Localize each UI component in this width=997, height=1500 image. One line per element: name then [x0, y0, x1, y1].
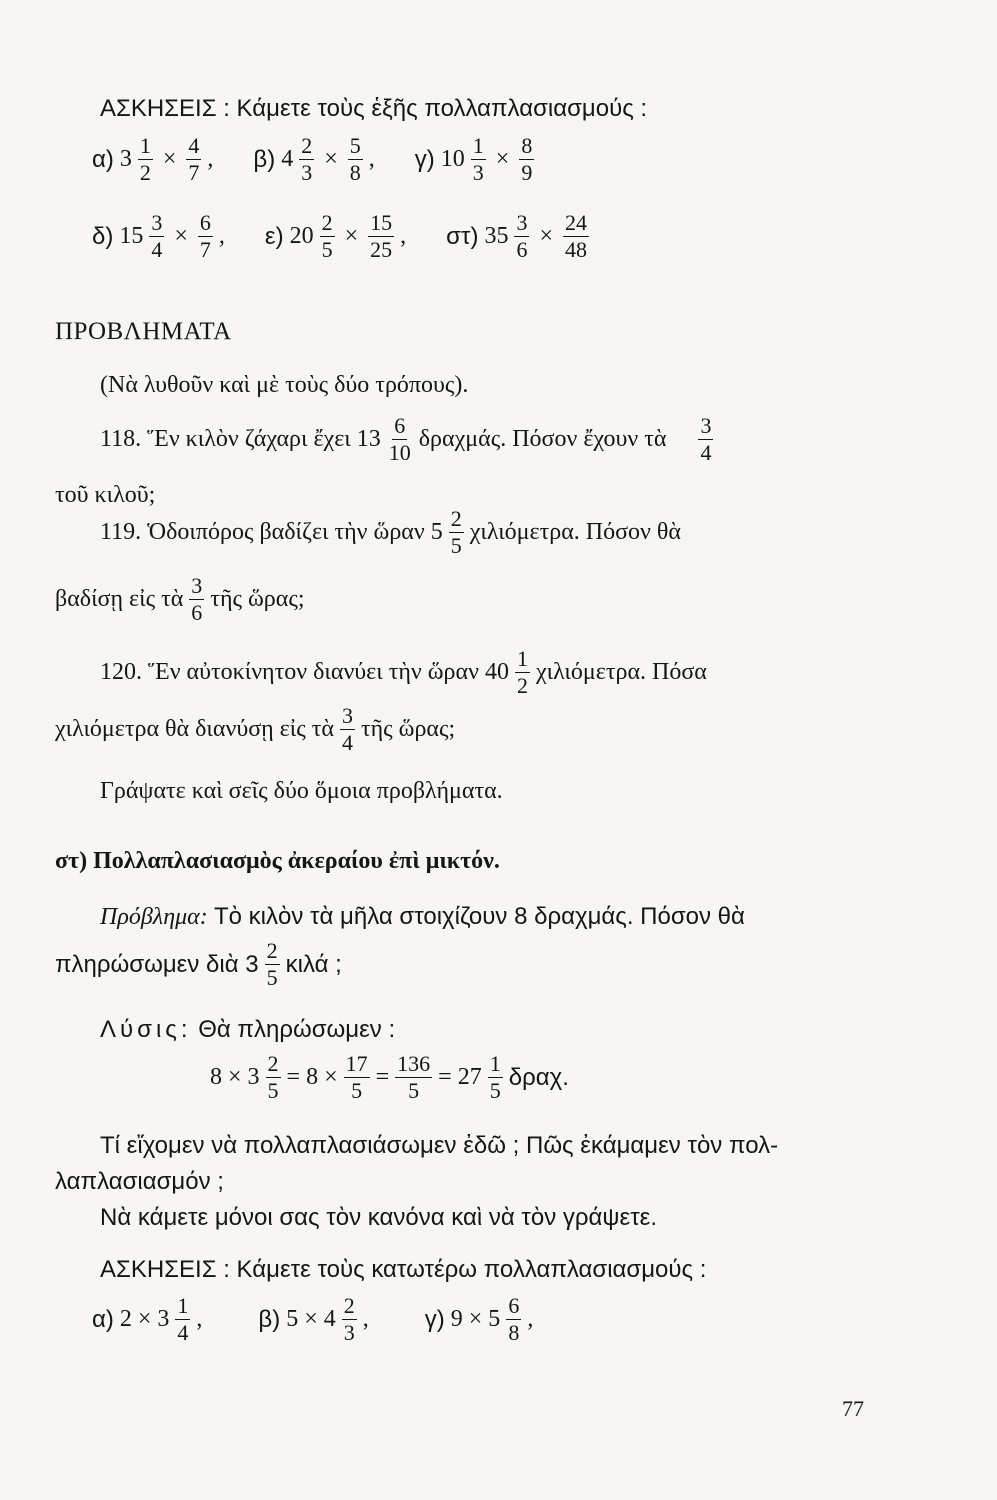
fraction: $\frac{2}{5}$ — [450, 506, 462, 558]
fraction: $\frac{136}{5}$ — [397, 1051, 431, 1103]
fraction: $\frac{3}{6}$ — [516, 210, 528, 262]
question-1: Τί εἴχομεν νὰ πολλαπλασιάσωμεν ἐδῶ ; Πῶς ἐκάμαμεν τὸν πολ- — [100, 1132, 779, 1159]
fraction: $\frac{15}{25}$ — [370, 210, 393, 262]
problem-119: 119. Ὁδοιπόρος βαδίζει τὴν ὥραν 5 $\frac{2}{5}$ χιλιόμετρα. Πόσον θὰ — [100, 506, 681, 558]
fraction: $\frac{24}{48}$ — [565, 210, 587, 262]
fraction: $\frac{2}{5}$ — [321, 210, 333, 262]
fraction: $\frac{5}{8}$ — [349, 133, 361, 185]
fraction: $\frac{6}{10}$ — [388, 413, 411, 465]
problem-120: 120. Ἕν αὐτοκίνητον διανύει τὴν ὥραν 40 $\frac{1}{2}$ χιλιόμετρα. Πόσα — [100, 646, 707, 698]
exercises-title: ΑΣΚΗΣΕΙΣ : Κάμετε τοὺς ἑξῆς πολλαπλασιασμούς : — [100, 95, 648, 122]
fraction: $\frac{6}{8}$ — [508, 1293, 520, 1345]
exercise-label: α) — [92, 1305, 114, 1333]
problems-instruction: (Νὰ λυθοῦν καὶ μὲ τοὺς δύο τρόπους). — [100, 372, 469, 398]
fraction: $\frac{2}{5}$ — [266, 938, 278, 990]
fraction: $\frac{2}{3}$ — [343, 1293, 355, 1345]
fraction: $\frac{4}{7}$ — [188, 133, 200, 185]
fraction: $\frac{3}{4}$ — [700, 413, 712, 465]
exercise-label: α) — [92, 145, 114, 173]
section-heading: στ) Πολλαπλασιασμὸς ἀκεραίου ἐπὶ μικτόν. — [55, 848, 500, 874]
fraction: $\frac{17}{5}$ — [345, 1051, 368, 1103]
fraction: $\frac{1}{3}$ — [472, 133, 484, 185]
exercises-2-title: ΑΣΚΗΣΕΙΣ : Κάμετε τοὺς κατωτέρω πολλαπλασιασμούς : — [100, 1256, 707, 1283]
fraction: $\frac{3}{4}$ — [341, 703, 353, 755]
problem-119-cont: βαδίσῃ εἰς τὰ $\frac{3}{6}$ τῆς ὥρας; — [55, 573, 305, 625]
fraction: $\frac{3}{6}$ — [191, 573, 203, 625]
exercise-label: δ) — [92, 222, 114, 250]
problem-118-cont: τοῦ κιλοῦ; — [55, 482, 156, 508]
exercise-label: ε) — [264, 222, 284, 250]
exercise-label: β) — [258, 1305, 281, 1333]
exercise-row-1: α) 3 $\frac{1}{2}$ × $\frac{4}{7}$ , β) 4 $\frac{2}{3}$ × $\frac{5}{8}$ , γ) 10 $\frac{1}{3}$ × $\frac{8}{9}$ — [92, 133, 533, 185]
exercise-label: β) — [253, 145, 276, 173]
question-1-cont: λαπλασιασμόν ; — [55, 1168, 224, 1195]
fraction: $\frac{1}{2}$ — [139, 133, 151, 185]
exercise-label: γ) — [414, 145, 435, 173]
fraction: $\frac{6}{7}$ — [199, 210, 211, 262]
problem-statement: Πρόβλημα: Τὸ κιλὸν τὰ μῆλα στοιχίζουν 8 δραχμάς. Πόσον θὰ — [100, 903, 745, 930]
fraction: $\frac{2}{5}$ — [267, 1051, 279, 1103]
exercise-label: στ) — [446, 222, 479, 250]
fraction: $\frac{2}{3}$ — [301, 133, 313, 185]
fraction: $\frac{1}{5}$ — [489, 1051, 501, 1103]
page-number: 77 — [842, 1396, 864, 1421]
problem-statement-cont: πληρώσωμεν διὰ 3 $\frac{2}{5}$ κιλά ; — [55, 938, 342, 990]
solution-calculation: 8 × 3 $\frac{2}{5}$ = 8 × $\frac{17}{5}$ = $\frac{136}{5}$ = 27 $\frac{1}{5}$ δραχ. — [210, 1051, 569, 1103]
fraction: $\frac{8}{9}$ — [521, 133, 533, 185]
fraction: $\frac{1}{2}$ — [516, 646, 528, 698]
problem-120-cont: χιλιόμετρα θὰ διανύσῃ εἰς τὰ $\frac{3}{4}$ τῆς ὥρας; — [55, 703, 456, 755]
fraction: $\frac{1}{4}$ — [177, 1293, 189, 1345]
exercise-row-2: δ) 15 $\frac{3}{4}$ × $\frac{6}{7}$ , ε) 20 $\frac{2}{5}$ × $\frac{15}{25}$ , στ) 35 $\frac{3}{6}$ × $\frac{24}{48}$ — [92, 210, 587, 262]
exercise-label: γ) — [424, 1305, 445, 1333]
exercise-2-row: α) 2 × 3 $\frac{1}{4}$ , β) 5 × 4 $\frac{2}{3}$ , γ) 9 × 5 $\frac{6}{8}$ , — [92, 1293, 534, 1345]
problem-118: 118. Ἕν κιλὸν ζάχαρι ἔχει 13 $\frac{6}{10}$ δραχμάς. Πόσον ἔχουν τὰ $\frac{3}{4}$ — [100, 413, 712, 465]
write-similar: Γράψατε καὶ σεῖς δύο ὅμοια προβλήματα. — [100, 778, 503, 804]
fraction: $\frac{3}{4}$ — [151, 210, 163, 262]
problems-heading: ΠΡΟΒΛΗΜΑΤΑ — [55, 318, 232, 345]
solution: Λύσις: Θὰ πληρώσωμεν : — [100, 1016, 396, 1043]
question-2: Νὰ κάμετε μόνοι σας τὸν κανόνα καὶ νὰ τὸν γράψετε. — [100, 1204, 658, 1231]
